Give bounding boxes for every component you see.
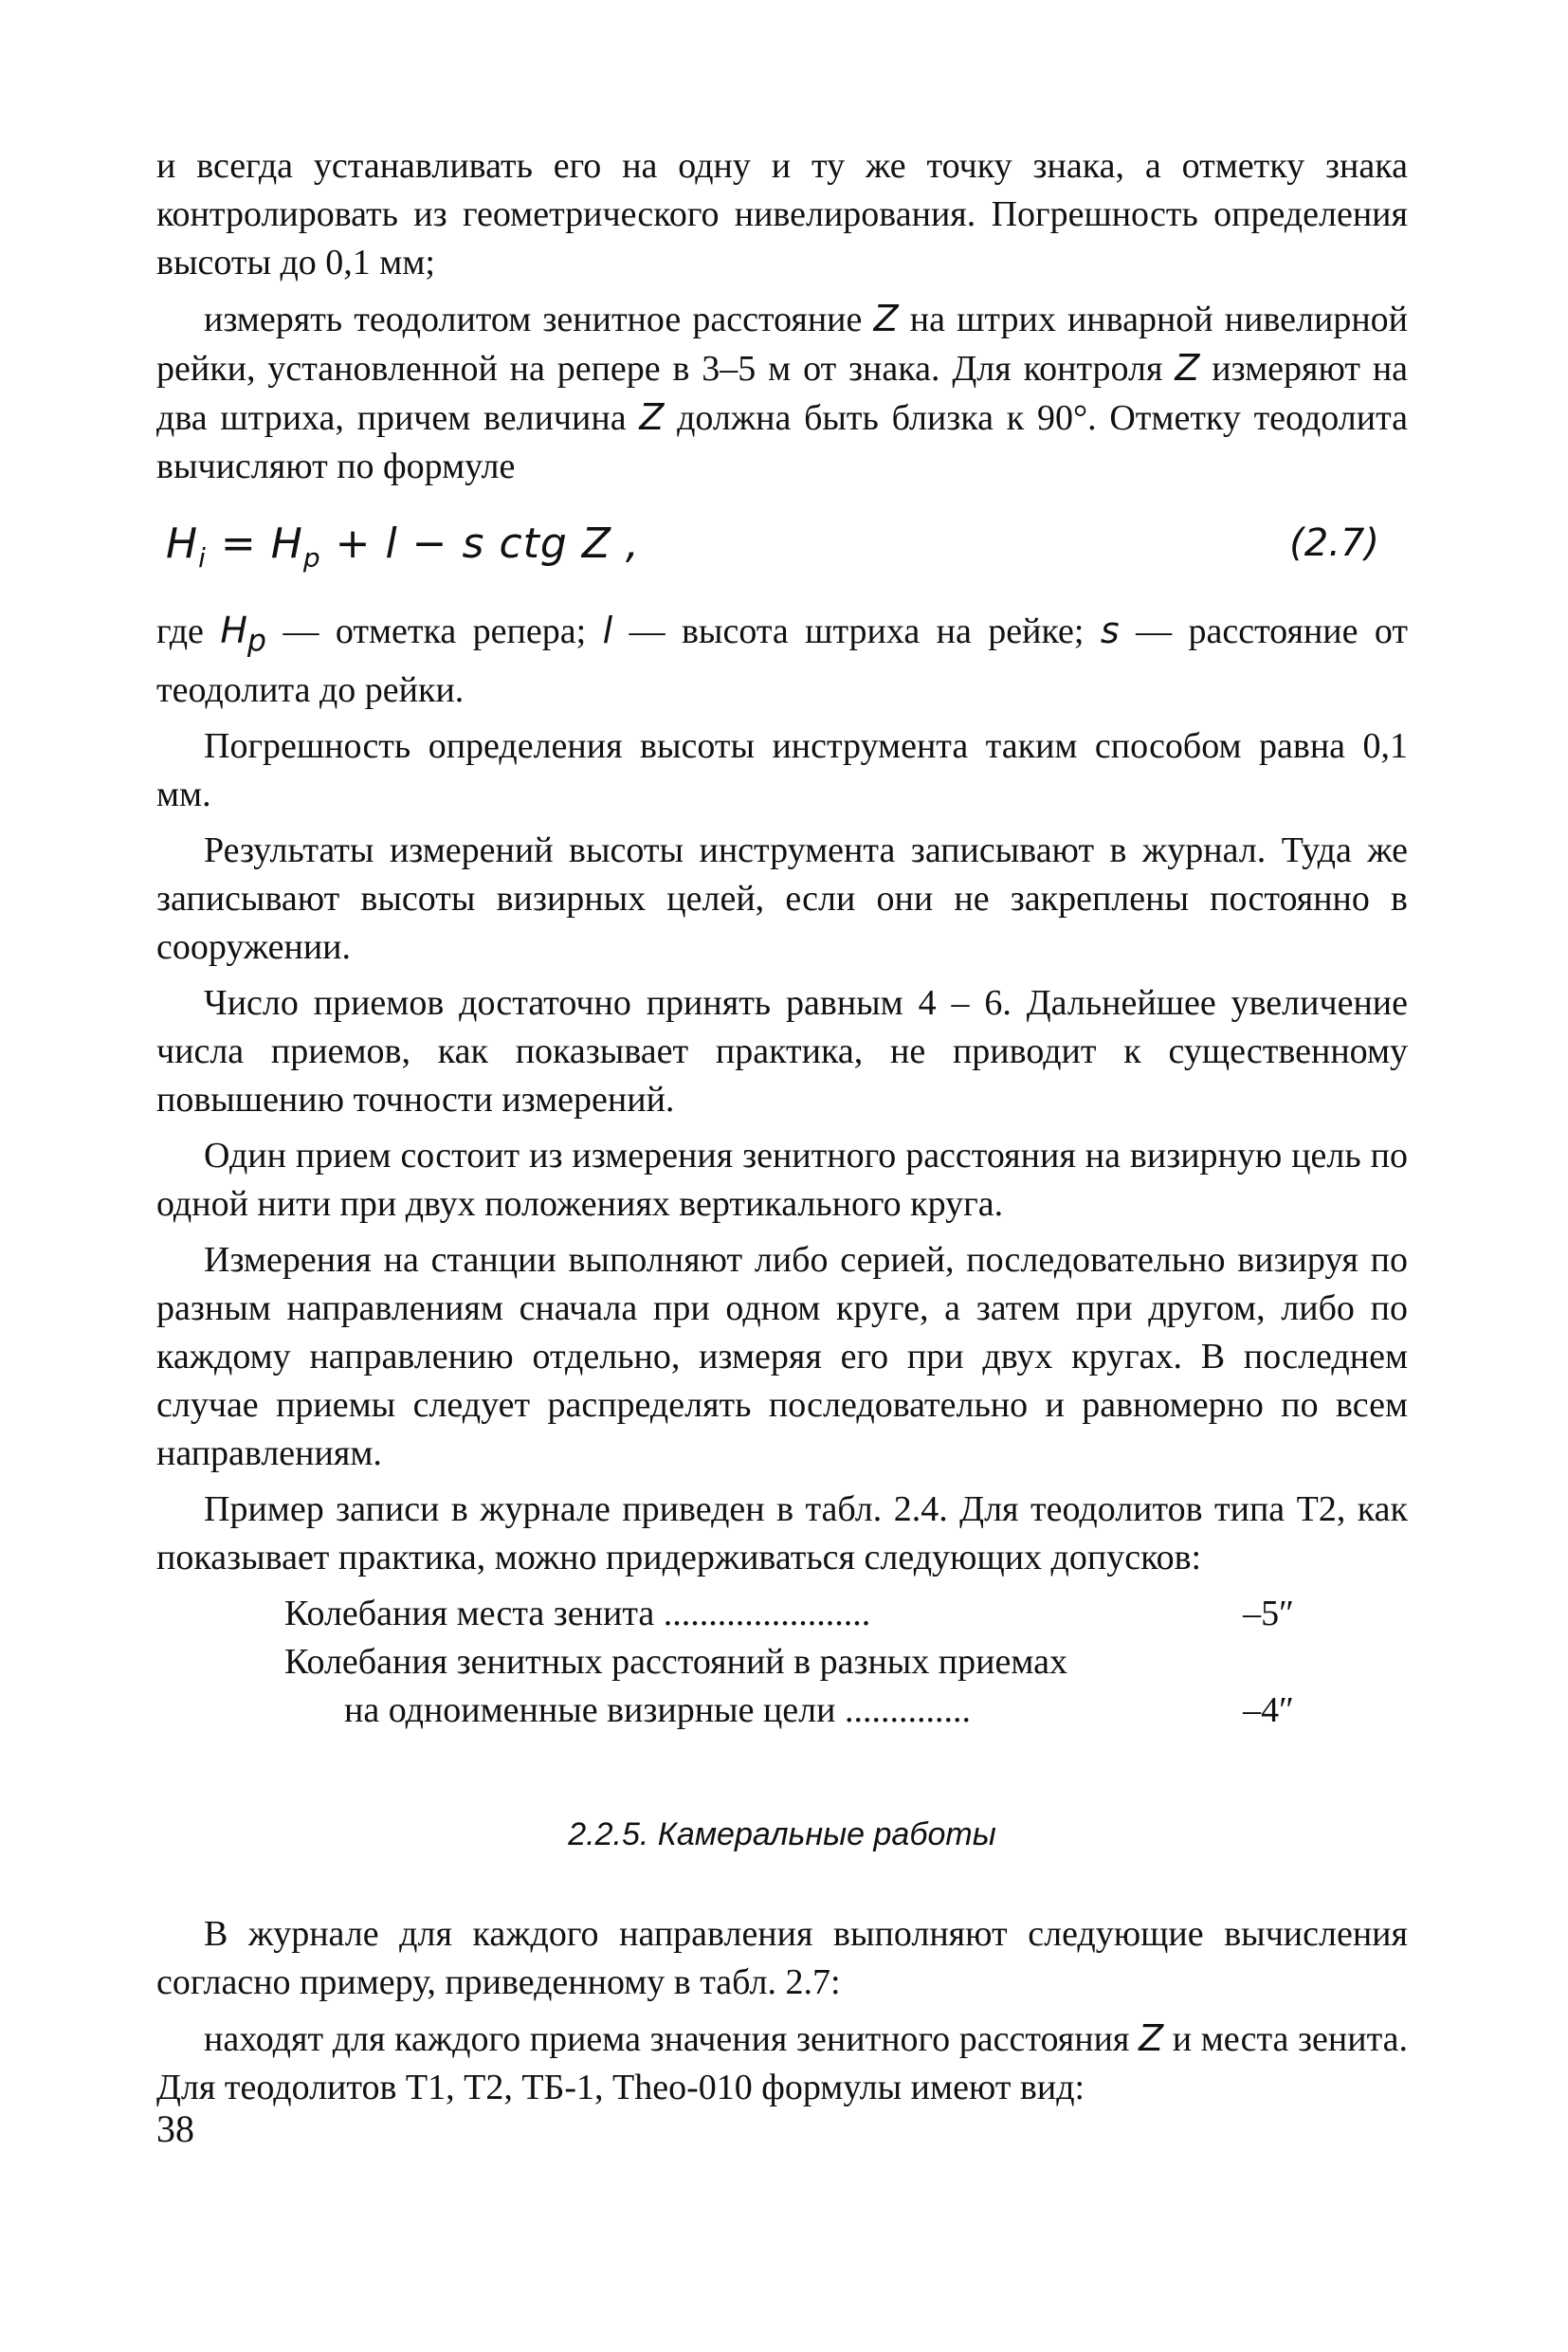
paragraph-number-of-sets: Число приемов достаточно принять равным 4 – 6. Дальнейшее увеличение числа приемов, как показывает практика, не приводит к существенному повышению точности измерений.: [156, 982, 1408, 1120]
formula-lhs: H: [166, 520, 199, 568]
symbol-z: Z: [1175, 347, 1200, 389]
symbol-z: Z: [873, 298, 899, 339]
page-number: 38: [156, 2107, 194, 2150]
paragraph-1: и всегда устанавливать его на одну и ту же точку знака, а отметку знака контролировать из геометрического нивелирования. Погрешность определения высоты до 0,1 мм;: [156, 146, 1408, 283]
paragraph-station: Измерения на станции выполняют либо серией, последовательно визируя по разным направлениям сначала при одном круге, а затем при другом, либо по каждому направлению отдельно, измеряя его при двух кругах. В последнем случае приемы следует распределять последовательно и равномерно по всем направлениям.: [156, 1239, 1408, 1473]
tolerance-value: –5″: [1243, 1593, 1294, 1633]
formula-number: (2.7): [1289, 521, 1379, 565]
paragraph-example: Пример записи в журнале приведен в табл. 2.4. Для теодолитов типа Т2, как показывает практика, можно придерживаться следующих допусков:: [156, 1488, 1408, 1577]
text-span: измерять теодолитом зенитное расстояние: [204, 300, 863, 339]
paragraph-journal: В журнале для каждого направления выполняют следующие вычисления согласно примеру, приведенному в табл. 2.7:: [156, 1913, 1408, 2002]
text-span: где: [156, 611, 204, 651]
formula-expression: [166, 520, 640, 582]
text-span: — отметка репера;: [283, 611, 587, 651]
tolerance-row: [156, 1590, 1408, 1638]
tolerance-value: –4″: [1243, 1689, 1294, 1730]
text-span: и места зенита. Для теодолитов Т1, Т2, ТБ-1, Theo-010 формулы имеют вид:: [156, 2018, 1409, 2107]
tolerance-list: [156, 1590, 1408, 1735]
formula-2-7: [156, 508, 1408, 592]
tolerance-label: на одноименные визирные цели ..............: [344, 1689, 971, 1730]
paragraph-results: Результаты измерений высоты инструмента записывают в журнал. Туда же записывают высоты визирных целей, если они не закреплены постоянно в сооружении.: [156, 830, 1408, 967]
text-span: — расстояние от теодолита до рейки.: [156, 611, 1409, 710]
text-span: на штрих инварной нивелирной рейки, установленной на репере в 3–5 м от знака. Для контроля: [156, 300, 1409, 389]
symbol-s: s: [1100, 610, 1120, 651]
page-body: [156, 142, 1408, 2120]
text-span: — высота штриха на рейке;: [629, 611, 1085, 651]
text-span: должна быть близка к 90°. Отметку теодолита вычисляют по формуле: [156, 398, 1409, 486]
symbol-z: Z: [1139, 2016, 1164, 2059]
formula-rhs-sub: p: [302, 541, 321, 574]
tolerance-label: Колебания места зенита .......................: [284, 1593, 871, 1633]
symbol-h: H: [220, 610, 247, 651]
symbol-z: Z: [639, 396, 665, 438]
paragraph-2: [156, 295, 1408, 491]
symbol-p-sub: p: [246, 624, 267, 659]
paragraph-one-set: Один прием состоит из измерения зенитного расстояния на визирную цель по одной нити при двух положениях вертикального круга.: [156, 1135, 1408, 1224]
tolerance-row: [156, 1687, 1408, 1735]
text-span: измеряют на два штриха, причем величина: [156, 349, 1409, 438]
symbol-hp: [220, 610, 267, 659]
formula-rhs-rest: + l − s ctg Z ,: [335, 520, 640, 568]
text-span: находят для каждого приема значения зенитного расстояния: [204, 2018, 1130, 2059]
tolerance-row: [156, 1638, 1408, 1687]
paragraph-accuracy: Погрешность определения высоты инструмента таким способом равна 0,1 мм.: [156, 725, 1408, 814]
paragraph-find: [156, 2015, 1408, 2112]
section-heading: 2.2.5. Камеральные работы: [568, 1815, 996, 1852]
symbol-l: l: [602, 610, 613, 651]
formula-lhs-sub: i: [198, 541, 207, 574]
tolerance-label: Колебания зенитных расстояний в разных приемах: [284, 1641, 1067, 1682]
formula-rhs: = H: [220, 520, 303, 568]
where-paragraph: [156, 607, 1408, 715]
